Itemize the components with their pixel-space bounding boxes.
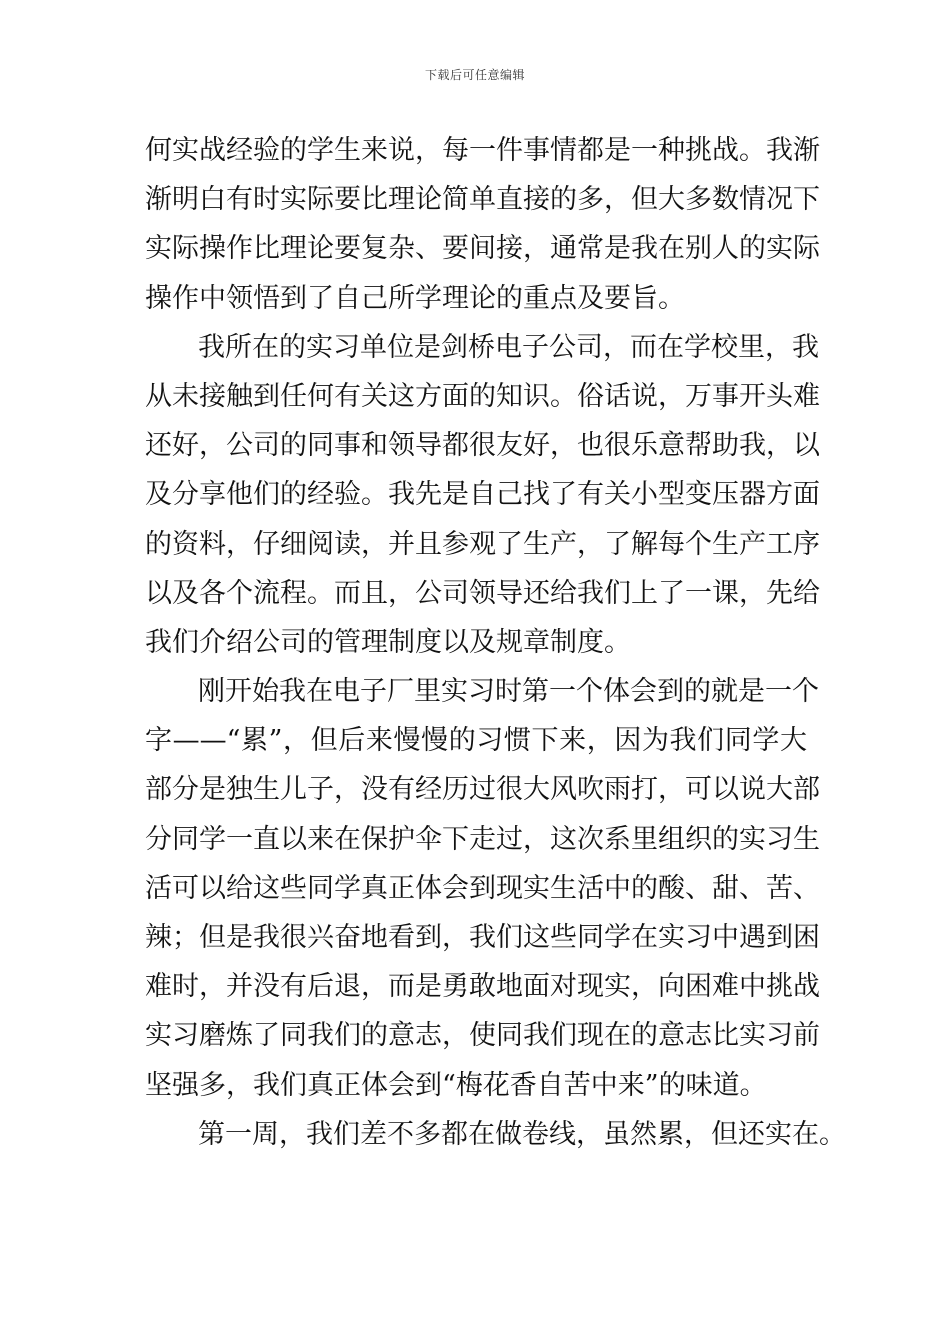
text-line: 我所在的实习单位是剑桥电子公司，而在学校里，我 <box>198 331 819 363</box>
text-line: 部分是独生儿子，没有经历过很大风吹雨打，可以说大部 <box>145 774 820 806</box>
text-line: 及分享他们的经验。我先是自己找了有关小型变压器方面 <box>145 479 820 511</box>
text-line: 分同学一直以来在保护伞下走过，这次系里组织的实习生 <box>145 823 820 855</box>
text-line: 我们介绍公司的管理制度以及规章制度。 <box>145 626 631 658</box>
text-line: 辣；但是我很兴奋地看到，我们这些同学在实习中遇到困 <box>145 922 820 953</box>
text-line: 实习磨炼了同我们的意志，使同我们现在的意志比实习前 <box>145 1020 820 1052</box>
page-header: 下载后可任意编辑 <box>424 68 525 82</box>
text-line: 坚强多，我们真正体会到“梅花香自苦中来”的味道。 <box>145 1069 767 1101</box>
text-line: 以及各个流程。而且，公司领导还给我们上了一课，先给 <box>145 577 820 609</box>
text-line: 操作中领悟到了自己所学理论的重点及要旨。 <box>145 282 685 314</box>
text-line: 还好，公司的同事和领导都很友好，也很乐意帮助我，以 <box>145 430 820 462</box>
text-line: 活可以给这些同学真正体会到现实生活中的酸、甜、苦、 <box>145 872 820 904</box>
text-line: 何实战经验的学生来说，每一件事情都是一种挑战。我渐 <box>145 135 820 166</box>
text-line: 渐明白有时实际要比理论简单直接的多，但大多数情况下 <box>145 184 820 216</box>
text-line: 实际操作比理论要复杂、要间接，通常是我在别人的实际 <box>145 233 820 265</box>
text-line: 难时，并没有后退，而是勇敢地面对现实，向困难中挑战 <box>145 971 820 1003</box>
text-line: 第一周，我们差不多都在做卷线，虽然累，但还实在。 <box>198 1118 846 1150</box>
text-line: 的资料，仔细阅读，并且参观了生产，了解每个生产工序 <box>145 528 820 560</box>
text-line: 刚开始我在电子厂里实习时第一个体会到的就是一个 <box>198 676 819 708</box>
document-body <box>145 126 846 1159</box>
text-line: 从未接触到任何有关这方面的知识。俗话说，万事开头难 <box>145 380 820 412</box>
text-line: 字——“累”，但后来慢慢的习惯下来，因为我们同学大 <box>145 725 807 757</box>
